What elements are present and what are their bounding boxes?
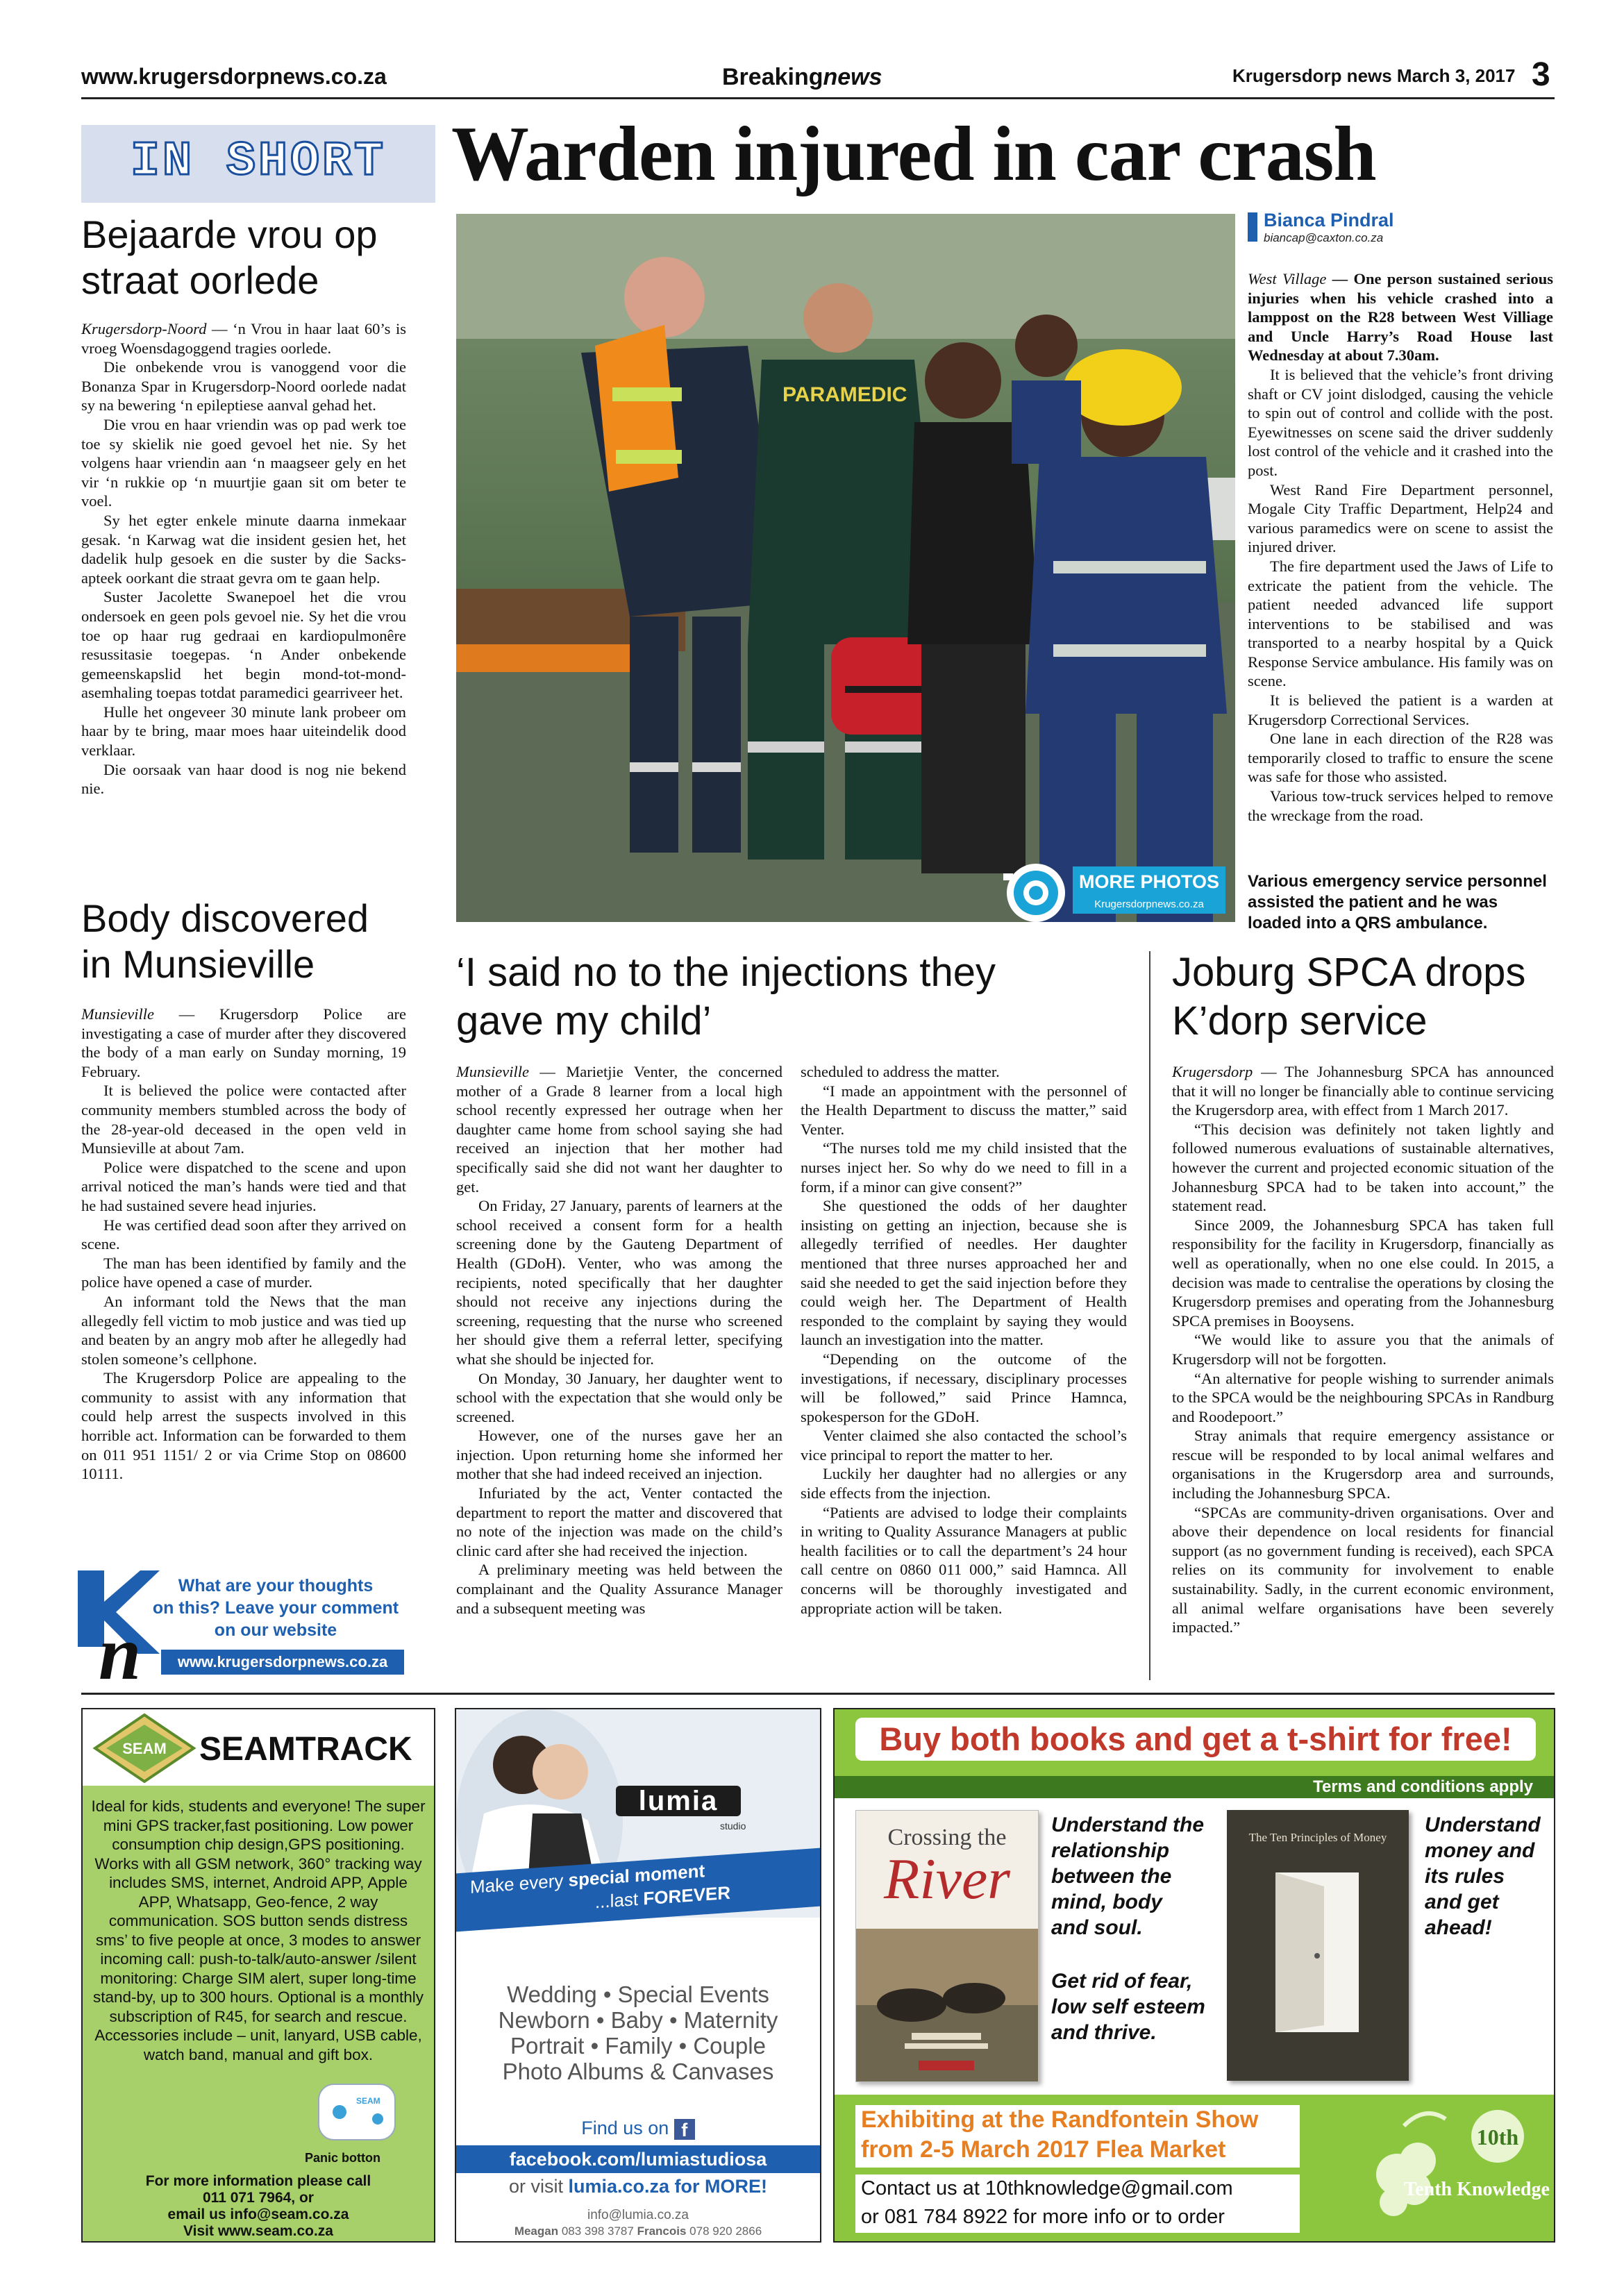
- paragraph: A preliminary meeting was held between the complainant and the Quality Assurance Manager and a subsequent meeting was: [456, 1561, 782, 1617]
- article-vrou-body: [81, 319, 406, 798]
- dateline: Munsieville: [81, 1005, 154, 1023]
- show-line-2: from 2-5 March 2017 Flea Market: [861, 2136, 1226, 2163]
- blurb-line: between the: [1051, 1865, 1172, 1888]
- book-ten-principles-of-money: [1227, 1810, 1409, 2081]
- byline-name: Bianca Pindral: [1264, 210, 1394, 231]
- paragraph: Luckily her daughter had no allergies or any side effects from the injection.: [801, 1465, 1127, 1502]
- ads-separator: [81, 1693, 1555, 1695]
- section-news: news: [823, 64, 882, 90]
- paragraph: “This decision was definitely not taken lightly and followed numerous evaluations of sustainable alternatives, however the current and projected economic situation of the Johannesburg SPCA had to be taken into account,” the statement read.: [1172, 1120, 1554, 1215]
- contact-email[interactable]: email us info@seam.co.za: [167, 2206, 349, 2222]
- article-body-text: [81, 1005, 406, 1484]
- lumia-facebook-link[interactable]: facebook.com/lumiastudiosa: [456, 2145, 820, 2173]
- column-rule: [1149, 951, 1150, 1680]
- terms-text: Terms and conditions apply: [1313, 1777, 1533, 1796]
- contact-name: Francois: [637, 2224, 687, 2238]
- contact-phone[interactable]: 011 071 7964, or: [203, 2190, 314, 2206]
- dateline: Krugersdorp-Noord: [81, 320, 207, 337]
- logo-badge-text: 10th: [1476, 2125, 1519, 2150]
- article-vrou-headline: [81, 212, 442, 303]
- paragraph: She questioned the odds of her daughter insisting on getting an injection, because she is allegedly terrified of needles. Her daughter mentioned that three nurses approached her and said she needed to get the said injection before they could weigh her. The Department of Health responded to the complaint by saying they would launch an investigation into the matter.: [801, 1197, 1127, 1349]
- panic-button-label: Panic botton: [305, 2151, 380, 2165]
- paragraph: Die vrou en haar vriendin was op pad werk toe toe sy skielik nie goed gevoel het nie. Sy het volgens haar vriendin aan ‘n maagseer gely en het vir ‘n rukkie op ‘n muurtjie gaan sit om beter te voel.: [81, 415, 406, 510]
- contact-name: Meagan: [514, 2224, 559, 2238]
- paragraph: Hulle het ongeveer 30 minute lank probeer om haar by te bring, maar moes haar uiteindelik dood verklaar.: [81, 703, 406, 760]
- paragraph: It is believed the police were contacted after community members stumbled across the body of the 28-year-old deceased in the open veld in Munsieville at about 7am.: [81, 1082, 406, 1157]
- paragraph: Die oorsaak van haar dood is nog nie bekend nie.: [81, 760, 406, 798]
- lead-intro: [1248, 269, 1553, 365]
- wildebeest-crossing-image: [856, 1929, 1038, 2081]
- paragraph: The Krugersdorp Police are appealing to the community to assist with any information that could help arrest the suspects involved in this horrible act. Information can be forwarded to them on 011 951 1151/ 2 or via Crime Stop on 08600 10111.: [81, 1369, 406, 1483]
- books-headline: Buy both books and get a t-shirt for free!: [855, 1718, 1536, 1761]
- lumia-ad[interactable]: [455, 1708, 821, 2243]
- more-photos-url[interactable]: Krugersdorpnews.co.za: [1073, 897, 1225, 914]
- masthead-date: Krugersdorp news March 3, 2017: [1232, 65, 1516, 86]
- paragraph: “Depending on the outcome of the investigations, if necessary, disciplinary processes will be followed,” said Prince Hamnca, spokesperson for the GDoH.: [801, 1350, 1127, 1425]
- find-us-text: Find us on: [581, 2118, 669, 2138]
- paragraph: However, one of the nurses gave her an injection. Upon returning home she informed her mother that she had indeed received an injection.: [456, 1427, 782, 1483]
- intro-text: — One person sustained serious injuries when his vehicle crashed into a lamppost on the R28 between West Villiage and Uncle Harry’s Road House last Wednesday at about 7.30am.: [1248, 270, 1553, 364]
- accident-scene-image: [456, 214, 1235, 922]
- comment-promo[interactable]: [78, 1570, 404, 1682]
- headline-line-2: straat oorlede: [81, 258, 319, 302]
- tagline-part: Make every: [470, 1870, 569, 1897]
- services-line-2: Newborn • Baby • Maternity: [498, 2007, 778, 2033]
- section-breaking: Breaking: [722, 64, 823, 90]
- paragraph: Stray animals that require emergency assistance or rescue will be responded to by local animal welfares and organisations in the Krugersdorp area and surrounds, including the Johannesburg SPCA.: [1172, 1427, 1554, 1502]
- book2-title: The Ten Principles of Money: [1248, 1831, 1387, 1844]
- paragraph-text: — Krugersdorp Police are investigating a case of murder after they discovered the body of a man early on Sunday morning, 19 February.: [81, 1005, 406, 1080]
- paragraph: “An alternative for people wishing to surrender animals to the SPCA would be the neighbouring SPCAs in Randburg and Roodepoort.”: [1172, 1369, 1554, 1425]
- paragraph: It is believed that the vehicle’s front driving shaft or CV joint dislodged, causing the vehicle to spin out of control and collide with the post. Eyewitnesses on scene said the driver suddenly lost control of the vehicle and it crashed into the post.: [1248, 365, 1553, 479]
- article-injections-headline: [456, 948, 1144, 1046]
- tenth-knowledge-logo: [1321, 2098, 1550, 2237]
- paragraph-text: — Marietjie Venter, the concerned mother of a Grade 8 learner from a local high school recently expressed her outrage when her daughter came home from school saying she had received an injection that her mother had specifically said she did not want her daughter to get.: [456, 1063, 782, 1196]
- paramedic-vest-text: PARAMEDIC: [782, 383, 907, 406]
- book1-title-b: River: [884, 1847, 1010, 1911]
- byline-bar: [1248, 212, 1257, 242]
- lumia-logo: [616, 1786, 741, 1816]
- tagline-part: ...last: [595, 1888, 644, 1913]
- paragraph: Die onbekende vrou is vanoggend voor die Bonanza Spar in Krugersdorp-Noord oorlede nadat sy na bewering ‘n epileptiese aanval gehad het.: [81, 358, 406, 414]
- article-body-headline: [81, 896, 442, 987]
- contact-line-1: For more information please call: [145, 2173, 371, 2189]
- headline-line-1: Joburg SPCA drops: [1172, 950, 1526, 995]
- lead-body: [1248, 269, 1553, 825]
- paragraph: [1172, 1062, 1554, 1120]
- paragraph: [456, 1062, 782, 1196]
- gps-tracker-device-icon: [312, 2077, 402, 2147]
- promo-url-link[interactable]: www.krugersdorpnews.co.za: [161, 1650, 404, 1675]
- header-rule: [81, 97, 1555, 99]
- blurb-line: and soul.: [1051, 1916, 1143, 1939]
- lumia-visit[interactable]: [456, 2176, 820, 2197]
- paragraph: Various tow-truck services helped to remove the wreckage from the road.: [1248, 787, 1553, 824]
- camera-icon: [998, 860, 1074, 922]
- book-crossing-the-river: [855, 1810, 1039, 2082]
- headline-line-1: Body discovered: [81, 896, 369, 940]
- paragraph: West Rand Fire Department personnel, Mogale City Traffic Department, Help24 and various paramedics were on scene to assist the injured driver.: [1248, 480, 1553, 556]
- terms-band: [835, 1776, 1554, 1798]
- headline-line-2: K’dorp service: [1172, 998, 1428, 1044]
- seamtrack-description: Ideal for kids, students and everyone! The super mini GPS tracker,fast positioning. Low power consumption chip design,GPS positioning. Works with all GSM network, 360° tracking way includes SMS, internet, Android APP, Apple APP, Whatsapp, Geo-fence, 2 way communication. SOS button sends distress sms’ to five people at once, 3 modes to answer incoming call: push-to-talk/auto-answer /silent monitoring: Charge SIM alert, super long-time stand-by, up to 300 hours. Optional is a monthly subscription of R45, for search and rescue. Accessories include – unit, lanyard, USB cable, watch band, manual and gift box.: [91, 1798, 426, 2063]
- promo-line-2: on this? Leave your comment: [152, 1598, 399, 1618]
- dateline: West Village: [1248, 270, 1327, 287]
- book1-title-a: Crossing the: [887, 1825, 1007, 1850]
- blurb-line: Understand the: [1051, 1813, 1205, 1836]
- paragraph: On Friday, 27 January, parents of learners at the school received a consent form for a health screening done by the Gauteng Department of Health (GDoH). Venter, who was among the recipients, noted specifically that her daughter should not receive any injections during the screening, requesting that the nurse who screened her should give them a referral letter, specifying what she should be injected for.: [456, 1197, 782, 1368]
- paragraph: [81, 1005, 406, 1081]
- in-short-banner: [81, 125, 435, 203]
- paragraph: “The nurses told me my child insisted that the nurses inject her. So why do we need to fill in a form, if a minor can give consent?”: [801, 1139, 1127, 1196]
- contact-phone[interactable]: 083 398 3787: [561, 2224, 634, 2238]
- masthead-website-url[interactable]: www.krugersdorpnews.co.za: [81, 64, 387, 89]
- blurb-line: Understand: [1425, 1813, 1541, 1836]
- contact-phone-line[interactable]: or 081 784 8922 for more info or to order: [861, 2206, 1225, 2228]
- byline-email[interactable]: biancap@caxton.co.za: [1264, 231, 1384, 244]
- blurb-line: and thrive.: [1051, 2021, 1157, 2044]
- seam-logo-text: SEAM: [122, 1740, 167, 1757]
- lumia-email[interactable]: info@lumia.co.za: [587, 2208, 689, 2222]
- show-line-1: Exhibiting at the Randfontein Show: [861, 2106, 1259, 2133]
- seamtrack-contact: [87, 2173, 430, 2240]
- injections-column-1: [456, 1062, 782, 1618]
- facebook-icon: f: [674, 2119, 695, 2140]
- lumia-services: [456, 1981, 820, 2084]
- contact-website[interactable]: Visit www.seam.co.za: [183, 2223, 333, 2239]
- headline-line-2: in Munsieville: [81, 942, 315, 986]
- books-contact[interactable]: [855, 2175, 1300, 2233]
- paragraph: Sy het egter enkele minute daarna inmekaar gesak. ‘n Karwag wat die insident gesien het, het dadelik hulp gesoek en die suster by die Sacks-apteek oorkant die straat gevra om te gaan help.: [81, 511, 406, 587]
- paragraph: “We would like to assure you that the animals of Krugersdorp will not be forgotten.: [1172, 1331, 1554, 1368]
- tagline-emph: FOREVER: [643, 1882, 731, 1909]
- contact-phone[interactable]: 078 920 2866: [689, 2224, 762, 2238]
- lead-headline: Warden injured in car crash: [451, 111, 1376, 197]
- paragraph: Infuriated by the act, Venter contacted the department to report the matter and discovered that no note of the injection was made on the child’s clinic card after she had received the injection.: [456, 1484, 782, 1559]
- promo-line-1: What are your thoughts: [178, 1576, 374, 1595]
- blurb-line: ahead!: [1425, 1916, 1492, 1939]
- headline-line-2: gave my child’: [456, 998, 712, 1044]
- in-short-label: IN SHORT: [130, 135, 387, 190]
- paragraph: On Monday, 30 January, her daughter went to school with the expectation that she would only be screened.: [456, 1369, 782, 1425]
- photo-caption: Various emergency service personnel assisted the patient and he was loaded into a QRS ambulance.: [1248, 872, 1547, 932]
- services-line-4: Photo Albums & Canvases: [502, 2059, 774, 2084]
- paragraph: “Patients are advised to lodge their complaints in writing to Quality Assurance Managers at public health facilities or to call the department’s 24 hour call centre on 0860 011 000,” said Hamnca. All concerns will be thoroughly investigated and appropriate action will be taken.: [801, 1503, 1127, 1617]
- masthead-section-label: [722, 64, 882, 91]
- headline-line-1: Bejaarde vrou op: [81, 212, 378, 256]
- blurb-line: relationship: [1051, 1839, 1170, 1862]
- books-ad[interactable]: [833, 1708, 1555, 2243]
- paragraph: The man has been identified by family and the police have opened a case of murder.: [81, 1254, 406, 1291]
- lead-photo: [456, 214, 1235, 922]
- services-line-1: Wedding • Special Events: [507, 1981, 769, 2007]
- paragraph: Suster Jacolette Swanepoel het die vrou ondersoek en geen pols gevoel nie. Sy het die vrou toe op haar rug gedraai en kardiopulmonêre resussitasie toegepas. ‘n Ander onbekende gemeenskapslid het begin mond-tot-mond-asemhaling toepas totdat paramedici gearriveer het.: [81, 588, 406, 702]
- paragraph: The fire department used the Jaws of Life to extricate the patient from the vehicle. The patient needed advanced life support interventions to be stabilised and was transported to a nearby hospital by a Quick Response Service ambulance. His family was on scene.: [1248, 557, 1553, 690]
- paragraph: [81, 319, 406, 358]
- lumia-find-us: [456, 2118, 820, 2140]
- tagline-emph: special moment: [568, 1860, 705, 1891]
- seamtrack-brand: SEAMTRACK: [199, 1731, 412, 1768]
- blurb-line: its rules: [1425, 1865, 1505, 1888]
- article-spca-headline: [1172, 948, 1561, 1046]
- more-photos-badge[interactable]: [998, 860, 1235, 922]
- paragraph: “I made an appointment with the personnel of the Health Department to discuss the matter,” said Venter.: [801, 1082, 1127, 1138]
- injections-column-2: [801, 1062, 1127, 1618]
- article-spca-body: [1172, 1062, 1554, 1637]
- headline-line-1: ‘I said no to the injections they: [456, 950, 996, 995]
- book2-blurb: [1425, 1812, 1550, 1941]
- paragraph: It is believed the patient is a warden at Krugersdorp Correctional Services.: [1248, 692, 1553, 728]
- paragraph: One lane in each direction of the R28 was temporarily closed to traffic to ensure the scene was safe for those who assisted.: [1248, 730, 1553, 786]
- paragraph: Venter claimed she also contacted the school’s vice principal to report the matter to her.: [801, 1427, 1127, 1464]
- show-notice: [855, 2105, 1300, 2168]
- more-photos-title: MORE PHOTOS: [1073, 866, 1225, 897]
- paragraph: “SPCAs are community-driven organisations. Over and above their dependence on local residents for financial support (as no government funding is received), each SPCA relies on its community for involvement to enable sustainability. Sadly, in the current economic environment, all animal welfare organisations have been severely impacted.”: [1172, 1503, 1554, 1636]
- open-door-icon: [1275, 1872, 1359, 2032]
- paragraph: He was certified dead soon after they arrived on scene.: [81, 1216, 406, 1253]
- lumia-contacts: [456, 2224, 820, 2238]
- paragraph: An informant told the News that the man allegedly fell victim to mob justice and was tied up and beaten by an angry mob after he allegedly had stolen someone’s cellphone.: [81, 1292, 406, 1368]
- contact-email-line[interactable]: Contact us at 10thknowledge@gmail.com: [861, 2177, 1233, 2199]
- blurb-line: and get: [1425, 1891, 1499, 1913]
- visit-prefix: or visit: [508, 2176, 569, 2197]
- book1-blurb: [1051, 1812, 1211, 2045]
- paragraph: Since 2009, the Johannesburg SPCA has taken full responsibility for the facility in Krugersdorp, financially as well as operationally, when no one else could. In 2015, a decision was made to centralise the operations by closing the Krugersdorp premises and operating from the Johannesburg SPCA premises in Booysens.: [1172, 1216, 1554, 1330]
- device-label: SEAM: [356, 2096, 380, 2106]
- blurb-line: low self esteem: [1051, 1995, 1205, 2018]
- paragraph-text: — ‘n Vrou in haar laat 60’s is vroeg Woensdagoggend tragies oorlede.: [81, 320, 406, 357]
- seamtrack-ad[interactable]: [81, 1708, 435, 2243]
- blurb-line: Get rid of fear,: [1051, 1970, 1193, 1993]
- svg-text:n: n: [99, 1611, 142, 1682]
- dateline: Krugersdorp: [1172, 1063, 1253, 1080]
- promo-line-3: on our website: [214, 1620, 337, 1640]
- lumia-logo-sub: studio: [720, 1820, 746, 1832]
- services-line-3: Portrait • Family • Couple: [510, 2033, 766, 2059]
- seam-logo-icon: [92, 1712, 196, 1784]
- visit-link[interactable]: lumia.co.za for MORE!: [568, 2176, 768, 2197]
- page-number: 3: [1532, 56, 1550, 93]
- paragraph-text: — The Johannesburg SPCA has announced that it will no longer be financially able to continue servicing the Krugersdorp area, with effect from 1 March 2017.: [1172, 1063, 1554, 1119]
- dateline: Munsieville: [456, 1063, 529, 1080]
- blurb-line: mind, body: [1051, 1891, 1162, 1913]
- logo-name-text: Tenth Knowledge: [1404, 2179, 1550, 2200]
- blurb-line: money and: [1425, 1839, 1535, 1862]
- paragraph: Police were dispatched to the scene and upon arrival noticed the man’s hands were tied and that he had sustained severe head injuries.: [81, 1158, 406, 1214]
- paragraph: scheduled to address the matter.: [801, 1063, 1000, 1080]
- lumia-logo-text: lumia: [638, 1786, 719, 1816]
